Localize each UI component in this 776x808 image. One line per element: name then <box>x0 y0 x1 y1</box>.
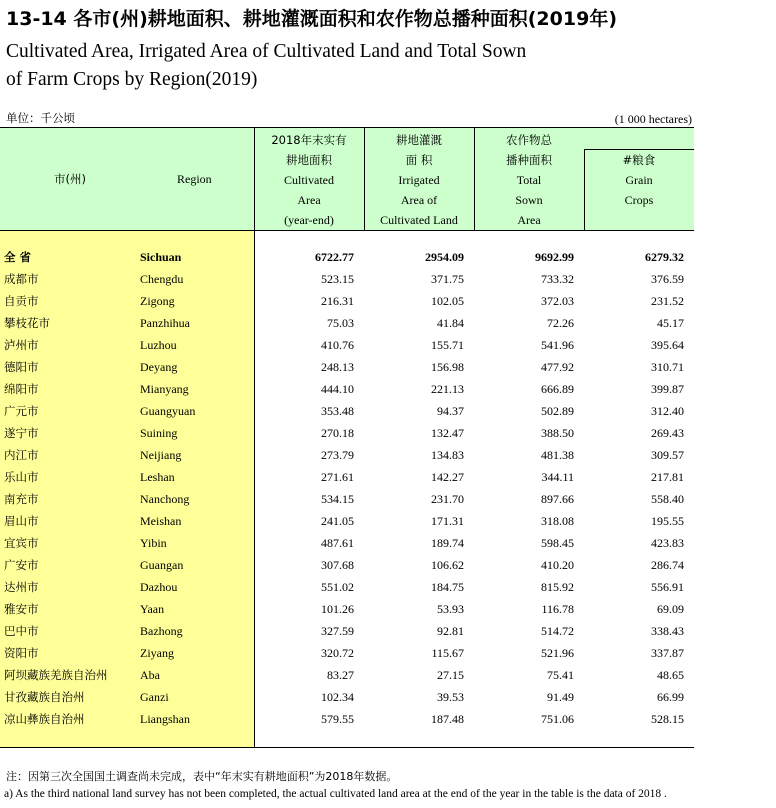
irrigated-area-value: 115.67 <box>431 646 464 660</box>
cultivated-area-value: 83.27 <box>327 668 354 682</box>
irrigated-area-value: 231.70 <box>431 492 464 506</box>
region-name-en: Suining <box>140 426 178 440</box>
region-name-cn: 内江市 <box>4 448 39 462</box>
irrigated-area-value: 132.47 <box>431 426 464 440</box>
region-name-en: Panzhihua <box>140 316 190 330</box>
grain-crops-value: 309.57 <box>651 448 684 462</box>
cultivated-area-value: 579.55 <box>321 712 354 726</box>
cultivated-area-value: 6722.77 <box>315 250 354 264</box>
region-name-en: Neijiang <box>140 448 182 462</box>
region-name-cn: 凉山彝族自治州 <box>4 712 85 726</box>
region-name-cn: 广安市 <box>4 558 39 572</box>
table-row <box>0 268 694 290</box>
irrigated-area-value: 155.71 <box>431 338 464 352</box>
cultivated-area-value: 270.18 <box>321 426 354 440</box>
region-name-cn: 绵阳市 <box>4 382 39 396</box>
table-top-rule <box>0 127 694 128</box>
irrigated-area-value: 2954.09 <box>425 250 464 264</box>
region-name-cn: 广元市 <box>4 404 39 418</box>
grain-crops-value: 195.55 <box>651 514 684 528</box>
cultivated-area-value: 444.10 <box>321 382 354 396</box>
grain-crops-value: 528.15 <box>651 712 684 726</box>
cultivated-area-value: 534.15 <box>321 492 354 506</box>
page-title-cn: 13-14 各市(州)耕地面积、耕地灌溉面积和农作物总播种面积(2019年) <box>6 8 617 30</box>
irrigated-area-value: 134.83 <box>431 448 464 462</box>
footnote-en: a) As the third national land survey has not been completed, the actual cultivated land area at the end of the year in the table is the data of 2018 . <box>4 788 667 800</box>
irrigated-area-value: 171.31 <box>431 514 464 528</box>
grain-crops-value: 395.64 <box>651 338 684 352</box>
cultivated-area-value: 273.79 <box>321 448 354 462</box>
irrigated-area-value: 27.15 <box>437 668 464 682</box>
total-sown-area-value: 116.78 <box>541 602 574 616</box>
region-name-en: Aba <box>140 668 160 682</box>
total-sown-area-value: 388.50 <box>541 426 574 440</box>
region-name-cn: 自贡市 <box>4 294 39 308</box>
region-name-en: Nanchong <box>140 492 190 506</box>
cultivated-area-value: 320.72 <box>321 646 354 660</box>
table-row <box>0 444 694 466</box>
region-name-cn: 巴中市 <box>4 624 39 638</box>
header-city-cn: 市(州) <box>54 172 86 186</box>
region-name-cn: 达州市 <box>4 580 39 594</box>
irrigated-area-value: 189.74 <box>431 536 464 550</box>
table-row <box>0 488 694 510</box>
grain-crops-value: 48.65 <box>657 668 684 682</box>
table-row <box>0 554 694 576</box>
unit-label-cn: 单位：千公顷 <box>6 111 75 125</box>
cultivated-area-value: 102.34 <box>321 690 354 704</box>
region-name-cn: 资阳市 <box>4 646 39 660</box>
grain-crops-value: 399.87 <box>651 382 684 396</box>
total-sown-area-value: 318.08 <box>541 514 574 528</box>
region-name-cn: 眉山市 <box>4 514 39 528</box>
cultivated-area-value: 241.05 <box>321 514 354 528</box>
total-sown-area-value: 344.11 <box>541 470 574 484</box>
region-name-en: Ganzi <box>140 690 169 704</box>
irrigated-area-value: 39.53 <box>437 690 464 704</box>
grain-crops-value: 217.81 <box>651 470 684 484</box>
grain-crops-value: 310.71 <box>651 360 684 374</box>
header-grain-crops: #粮食 Grain Crops <box>622 153 656 207</box>
grain-crops-value: 556.91 <box>651 580 684 594</box>
unit-label-en: (1 000 hectares) <box>614 112 692 126</box>
footnote-cn: 注：因第三次全国国土调查尚未完成，表中“年末实有耕地面积”为2018年数据。 <box>6 770 398 783</box>
region-name-cn: 乐山市 <box>4 470 39 484</box>
grain-crops-value: 66.99 <box>657 690 684 704</box>
header-total-sown-area: 农作物总 播种面积 Total Sown Area <box>506 133 552 227</box>
header-irrigated-area: 耕地灌溉 面 积 Irrigated Area of Cultivated Land <box>380 133 458 227</box>
region-name-en: Luzhou <box>140 338 177 352</box>
total-sown-area-value: 372.03 <box>541 294 574 308</box>
region-name-en: Zigong <box>140 294 175 308</box>
total-sown-area-value: 897.66 <box>541 492 574 506</box>
region-name-en: Ziyang <box>140 646 174 660</box>
page-title-en <box>6 38 526 94</box>
total-sown-area-value: 502.89 <box>541 404 574 418</box>
grain-crops-value: 312.40 <box>651 404 684 418</box>
irrigated-area-value: 156.98 <box>431 360 464 374</box>
cultivated-area-value: 216.31 <box>321 294 354 308</box>
total-sown-area-value: 751.06 <box>541 712 574 726</box>
table-row <box>0 642 694 664</box>
region-name-cn: 甘孜藏族自治州 <box>4 690 85 704</box>
cultivated-area-value: 307.68 <box>321 558 354 572</box>
region-name-cn: 全 省 <box>4 250 32 264</box>
grain-crops-value: 231.52 <box>651 294 684 308</box>
irrigated-area-value: 221.13 <box>431 382 464 396</box>
grain-crops-value: 6279.32 <box>645 250 684 264</box>
total-sown-area-value: 410.20 <box>541 558 574 572</box>
region-name-en: Bazhong <box>140 624 183 638</box>
region-name-en: Dazhou <box>140 580 178 594</box>
table-bottom-rule <box>0 747 694 748</box>
region-name-cn: 阿坝藏族羌族自治州 <box>4 668 108 682</box>
page-title-en-line2: of Farm Crops by Region(2019) <box>6 69 258 90</box>
irrigated-area-value: 184.75 <box>431 580 464 594</box>
table-row <box>0 400 694 422</box>
cultivated-area-value: 75.03 <box>327 316 354 330</box>
total-sown-area-value: 477.92 <box>541 360 574 374</box>
cultivated-area-value: 327.59 <box>321 624 354 638</box>
region-name-en: Deyang <box>140 360 178 374</box>
region-name-cn: 南充市 <box>4 492 39 506</box>
grain-crops-value: 69.09 <box>657 602 684 616</box>
total-sown-area-value: 72.26 <box>547 316 574 330</box>
grain-crops-value: 337.87 <box>651 646 684 660</box>
region-name-en: Yaan <box>140 602 165 616</box>
cultivated-area-value: 523.15 <box>321 272 354 286</box>
header-bottom-rule <box>0 230 694 231</box>
region-name-en: Liangshan <box>140 712 190 726</box>
grain-crops-value: 376.59 <box>651 272 684 286</box>
table-row <box>0 598 694 620</box>
region-name-cn: 遂宁市 <box>4 426 39 440</box>
table-row <box>0 708 694 730</box>
total-sown-area-value: 75.41 <box>547 668 574 682</box>
irrigated-area-value: 94.37 <box>437 404 464 418</box>
table-row <box>0 422 694 444</box>
region-name-cn: 成都市 <box>4 272 39 286</box>
cultivated-area-value: 410.76 <box>321 338 354 352</box>
region-name-en: Chengdu <box>140 272 184 286</box>
cultivated-area-value: 248.13 <box>321 360 354 374</box>
table-row <box>0 312 694 334</box>
region-name-en: Leshan <box>140 470 175 484</box>
cultivated-area-value: 487.61 <box>321 536 354 550</box>
table-row <box>0 532 694 554</box>
total-sown-area-value: 598.45 <box>541 536 574 550</box>
total-sown-area-value: 481.38 <box>541 448 574 462</box>
grain-crops-value: 423.83 <box>651 536 684 550</box>
table-row <box>0 378 694 400</box>
grain-crops-value: 338.43 <box>651 624 684 638</box>
total-sown-area-value: 514.72 <box>541 624 574 638</box>
region-name-cn: 宜宾市 <box>4 536 39 550</box>
region-name-en: Yibin <box>140 536 167 550</box>
irrigated-area-value: 371.75 <box>431 272 464 286</box>
region-name-en: Guangyuan <box>140 404 196 418</box>
table-row-total <box>0 246 694 268</box>
region-name-en: Meishan <box>140 514 182 528</box>
grain-crops-value: 558.40 <box>651 492 684 506</box>
cultivated-area-value: 551.02 <box>321 580 354 594</box>
total-sown-area-value: 541.96 <box>541 338 574 352</box>
header-region: Region <box>177 172 212 186</box>
total-sown-area-value: 521.96 <box>541 646 574 660</box>
page-title-en-line1: Cultivated Area, Irrigated Area of Cultivated Land and Total Sown <box>6 41 527 62</box>
cultivated-area-value: 271.61 <box>321 470 354 484</box>
region-name-cn: 德阳市 <box>4 360 39 374</box>
region-name-cn: 泸州市 <box>4 338 39 352</box>
header-cultivated-area: 2018年末实有 耕地面积 Cultivated Area (year-end) <box>271 133 347 227</box>
region-name-en: Guangan <box>140 558 184 572</box>
irrigated-area-value: 102.05 <box>431 294 464 308</box>
table-row <box>0 334 694 356</box>
cultivated-area-value: 101.26 <box>321 602 354 616</box>
irrigated-area-value: 106.62 <box>431 558 464 572</box>
irrigated-area-value: 92.81 <box>437 624 464 638</box>
total-sown-area-value: 9692.99 <box>535 250 574 264</box>
table-row <box>0 466 694 488</box>
grain-crops-value: 286.74 <box>651 558 684 572</box>
table-row <box>0 510 694 532</box>
table-row <box>0 290 694 312</box>
total-sown-area-value: 733.32 <box>541 272 574 286</box>
region-name-en: Mianyang <box>140 382 189 396</box>
total-sown-area-value: 91.49 <box>547 690 574 704</box>
irrigated-area-value: 187.48 <box>431 712 464 726</box>
region-name-cn: 攀枝花市 <box>4 316 50 330</box>
grain-crops-value: 45.17 <box>657 316 684 330</box>
grain-crops-value: 269.43 <box>651 426 684 440</box>
irrigated-area-value: 142.27 <box>431 470 464 484</box>
table-row <box>0 620 694 642</box>
irrigated-area-value: 41.84 <box>437 316 464 330</box>
region-name-en: Sichuan <box>140 250 182 264</box>
cultivated-area-value: 353.48 <box>321 404 354 418</box>
total-sown-area-value: 815.92 <box>541 580 574 594</box>
table-row <box>0 664 694 686</box>
table-row <box>0 686 694 708</box>
table-row <box>0 576 694 598</box>
total-sown-area-value: 666.89 <box>541 382 574 396</box>
region-name-cn: 雅安市 <box>4 602 39 616</box>
table-row <box>0 356 694 378</box>
irrigated-area-value: 53.93 <box>437 602 464 616</box>
